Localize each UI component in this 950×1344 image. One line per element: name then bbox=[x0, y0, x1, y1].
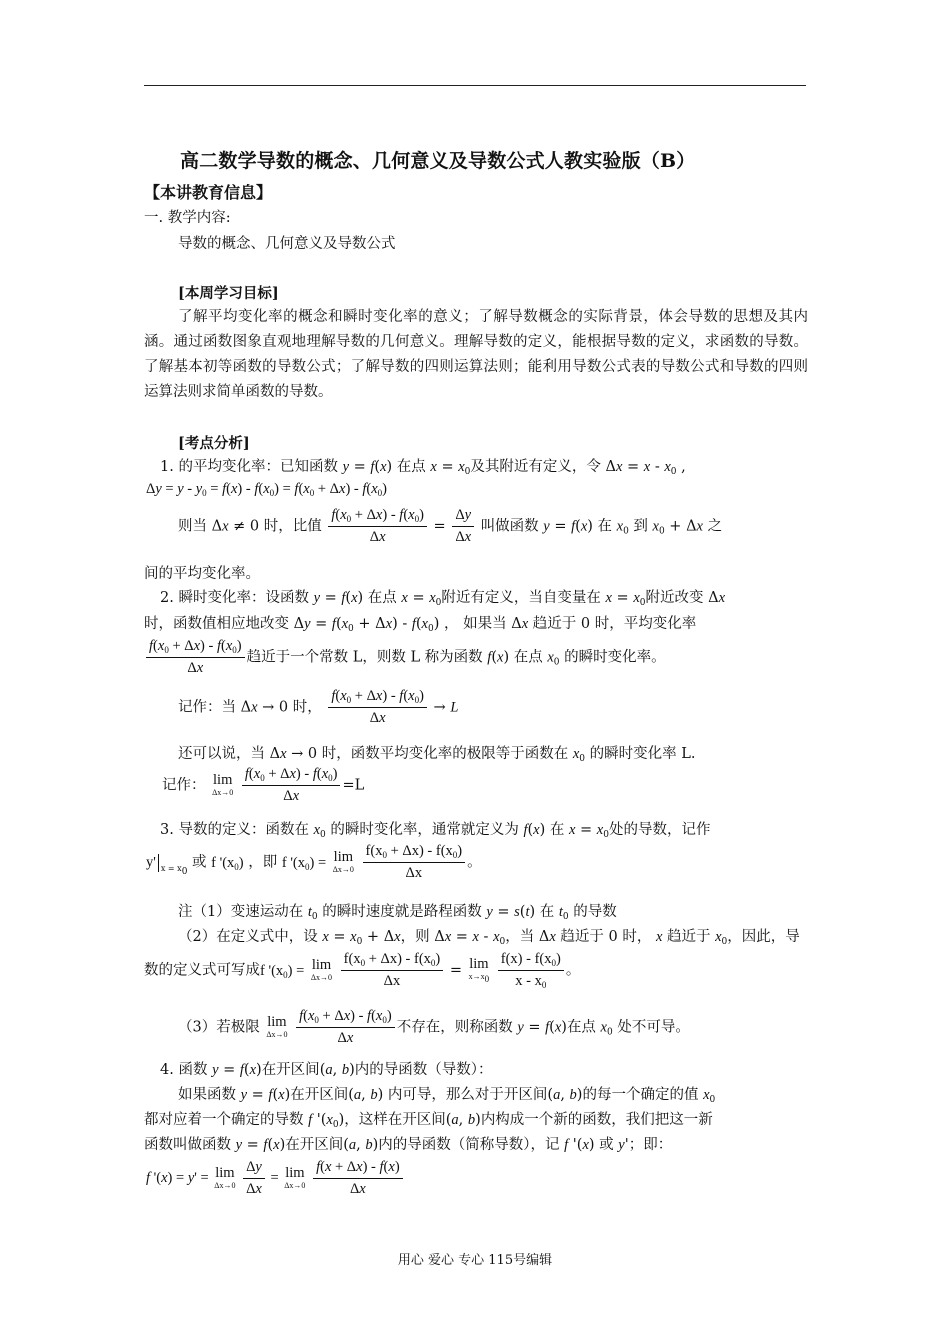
s2-line5: 还可以说，当 Δx → 0 时，函数平均变化率的极限等于函数在 $x_0$ 的瞬时变化率 L. bbox=[178, 746, 696, 764]
s3-note3: （3）若极限 lim Δx→0 $\frac{f(x_0 + \Delta x) - f(x_0)}{\Delta x}$ 不存在，则称函数 y = f(x)在点 $x_0$ 处不可导。 bbox=[178, 1008, 690, 1046]
limit-symbol-4: lim $x\to x_0$ bbox=[468, 956, 490, 984]
derivative-fraction-5: $\frac{f(x + \Delta x) - f(x)}{\Delta x}$ bbox=[313, 1159, 403, 1198]
header-rule bbox=[144, 85, 806, 86]
derivative-fraction-4: $\frac{\Delta y}{\Delta x}$ bbox=[243, 1159, 265, 1198]
derivative-fraction-1: $\frac{f(x_0 + \Delta x) - f(x_0)}{\Delta x}$ bbox=[363, 843, 466, 882]
s3-line1: 3. 导数的定义：函数在 $x_0$ 的瞬时变化率，通常就定义为 f(x) 在 $x = x_0$处的导数，记作 bbox=[160, 822, 711, 840]
s1-line4: 间的平均变化率。 bbox=[144, 566, 260, 582]
s4-line2: 如果函数 y = f(x)在开区间(a, b) 内可导，那么对于开区间(a, b)的每一个确定的值 $x_0$ bbox=[178, 1087, 716, 1105]
s2-line2: 时，函数值相应地改变 $\Delta y = f(x_0 + \Delta x) - f(x_0)$ ， 如果当 Δx 趋近于 0 时，平均变化率 bbox=[144, 616, 697, 634]
page-footer: 用心 爱心 专心 115号编辑 bbox=[397, 1253, 553, 1268]
s2-line1: 2. 瞬时变化率：设函数 y = f(x) 在点 $x = x_0$附近有定义，当自变量在 $x = x_0$附近改变 Δx bbox=[160, 590, 726, 608]
limit-symbol-3: lim Δx→0 bbox=[310, 957, 333, 982]
derivative-fraction-3: $\frac{f(x) - f(x_0)}{x - x_0}$ bbox=[498, 951, 564, 990]
s4-line5: f '(x) = y' = lim Δx→0 $\frac{\Delta y}{\Delta x}$ = lim Δx→0 $\frac{f(x + \Delta x) - f(x)}{\Delta x}$ bbox=[146, 1159, 405, 1198]
goals-heading: [本周学习目标] bbox=[178, 285, 279, 302]
s4-line4: 函数叫做函数 y = f(x)在开区间(a, b)内的导函数（简称导数），记 f '(x) 或 y'；即： bbox=[144, 1137, 673, 1153]
dy-dx-fraction: $\frac{\Delta y}{\Delta x}$ bbox=[452, 507, 474, 546]
s2-line3: $\frac{f(x_0 + \Delta x) - f(x_0)}{\Delta x}$ 趋近于一个常数 L，则数 L 称为函数 f(x) 在点 $x_0$ 的瞬时变化率。 bbox=[144, 638, 666, 677]
goals-body: 了解平均变化率的概念和瞬时变化率的意义；了解导数概念的实际背景，体会导数的思想及其内涵。通过函数图象直观地理解导数的几何意义。理解导数的定义，能根据导数的定义，求函数的导数。了解基本初等函数的导数公式；了解导数的四则运算法则；能利用导数公式表的导数公式和导数的四则运算法则求简单函数的导数。 bbox=[144, 309, 808, 400]
s4-line1: 4. 函数 y = f(x)在开区间(a, b)内的导函数（导数）： bbox=[160, 1062, 493, 1078]
inst-rate-fraction: $\frac{f(x_0 + \Delta x) - f(x_0)}{\Delta x}$ bbox=[146, 638, 245, 677]
limit-symbol-1: lim Δx→0 bbox=[212, 772, 234, 797]
limit-symbol-2: lim Δx→0 bbox=[332, 849, 354, 874]
s1-line1: 1. 的平均变化率：已知函数 y = f(x) 在点 $x = x_0$及其附近有定义，令 $\Delta x = x - x_0$ , bbox=[160, 459, 686, 477]
section-heading: 【本讲教育信息】 bbox=[144, 183, 273, 202]
limit-fraction-3: $\frac{f(x_0 + \Delta x) - f(x_0)}{\Delta x}$ bbox=[296, 1008, 395, 1047]
s3-note1: 注（1）变速运动在 $t_0$ 的瞬时速度就是路程函数 y = s(t) 在 $t_0$ 的导数 bbox=[178, 904, 617, 922]
limit-symbol-6: lim Δx→0 bbox=[214, 1165, 236, 1190]
s3-line2: y' $_{x = x_0}$ 或 f '$(x_0)$ ，即 f '$(x_0)$ = lim Δx→0 $\frac{f(x_0 + \Delta x) - f(x_0)}{\Delta x}$ 。 bbox=[146, 843, 482, 881]
content-heading: 一. 教学内容: bbox=[144, 210, 231, 226]
s1-line2: $\Delta y = y - y_0 = f(x) - f(x_0) = f(x_0 + \Delta x) - f(x_0)$ bbox=[146, 481, 388, 498]
s4-line3: 都对应着一个确定的导数 f '$(x_0)$，这样在开区间(a, b)内构成一个新的函数，我们把这一新 bbox=[144, 1112, 713, 1130]
limit-symbol-7: lim Δx→0 bbox=[284, 1165, 306, 1190]
derivative-fraction-2: $\frac{f(x_0 + \Delta x) - f(x_0)}{\Delta x}$ bbox=[341, 951, 444, 990]
s1-line3: 则当 Δx ≠ 0 时，比值 $\frac{f(x_0 + \Delta x) - f(x_0)}{\Delta x}$ = $\frac{\Delta y}{\Delta x}$ 叫做函数 y = f(x) 在 $x_0$ 到 $x_0 + \Delta x$ 之 bbox=[178, 507, 723, 545]
content-body: 导数的概念、几何意义及导数公式 bbox=[178, 236, 396, 252]
s3-note2-cont: 数的定义式可写成f '$(x_0)$ = lim Δx→0 $\frac{f(x_0 + \Delta x) - f(x_0)}{\Delta x}$ = lim $x\to x_0$ $\frac{f(x) - f(x_0)}{x - x_0}$ 。 bbox=[144, 951, 581, 990]
limit-symbol-5: lim Δx→0 bbox=[266, 1014, 288, 1039]
page-title: 高二数学导数的概念、几何意义及导数公式人教实验版（B） bbox=[180, 150, 696, 172]
s3-note2: （2）在定义式中，设 $x = x_0 + \Delta x$，则 $\Delta x = x - x_0$，当 Δx 趋近于 0 时， x 趋近于 $x_0$，因此，导 bbox=[178, 929, 800, 947]
avg-rate-fraction: $\frac{f(x_0 + \Delta x) - f(x_0)}{\Delta x}$ bbox=[328, 507, 427, 546]
limit-fraction-1: $\frac{f(x_0 + \Delta x) - f(x_0)}{\Delta x}$ bbox=[328, 688, 427, 727]
limit-fraction-2: $\frac{f(x_0 + \Delta x) - f(x_0)}{\Delta x}$ bbox=[242, 766, 341, 805]
s2-line6: 记作： lim Δx→0 $\frac{f(x_0 + \Delta x) - f(x_0)}{\Delta x}$ =L bbox=[162, 766, 365, 804]
analysis-heading: [考点分析] bbox=[178, 435, 250, 452]
s2-line4: 记作：当 Δx → 0 时， $\frac{f(x_0 + \Delta x) - f(x_0)}{\Delta x}$ → L bbox=[178, 688, 459, 726]
